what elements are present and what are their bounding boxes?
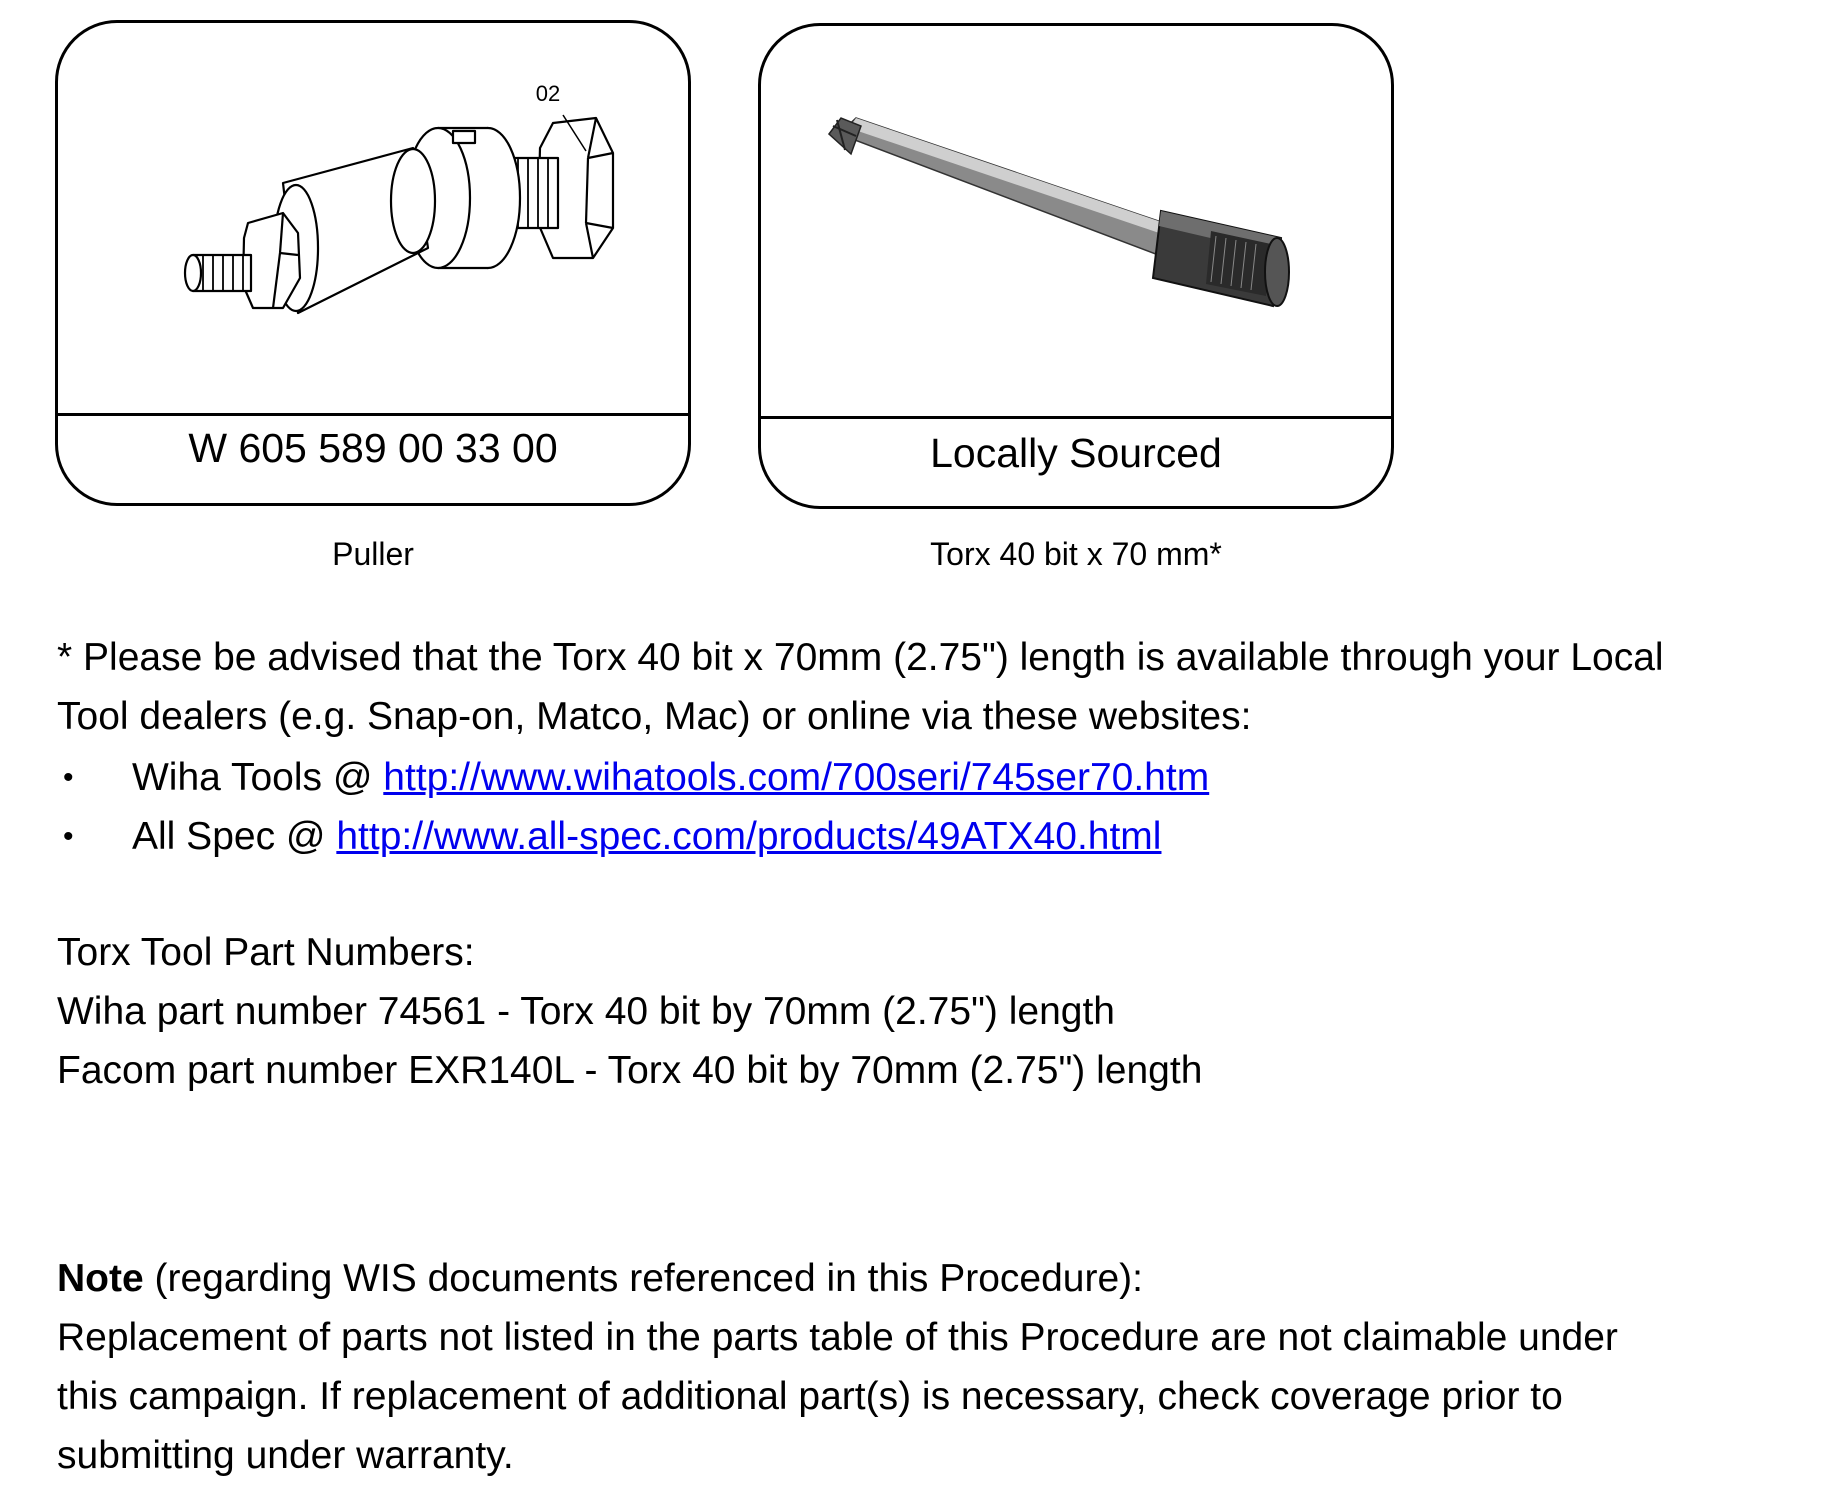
note-line: this campaign. If replacement of additional part(s) is necessary, check coverage prior to: [57, 1375, 1563, 1418]
torx-bit-illustration: [761, 26, 1391, 416]
note-heading: [57, 1249, 1143, 1308]
website-name: Wiha Tools @: [132, 756, 384, 799]
note-line: submitting under warranty.: [57, 1434, 514, 1477]
list-item: [57, 748, 1209, 807]
note-label: Note: [57, 1257, 144, 1300]
note-line: Replacement of parts not listed in the parts table of this Procedure are not claimable under: [57, 1316, 1618, 1359]
part-numbers-heading: Torx Tool Part Numbers:: [57, 931, 475, 974]
tool-caption-puller: Puller: [332, 536, 414, 572]
tool-card-torx-bit: [758, 23, 1394, 509]
puller-illustration: [58, 23, 688, 413]
website-name: All Spec @: [132, 815, 337, 858]
website-list: [57, 748, 1209, 866]
list-item: [57, 807, 1209, 866]
bullet-icon: •: [63, 820, 74, 853]
bullet-icon: •: [63, 761, 74, 794]
tool-card-puller: [55, 20, 691, 506]
tool-part-number: W 605 589 00 33 00: [188, 425, 558, 471]
advisory-line-1: * Please be advised that the Torx 40 bit x 70mm (2.75") length is available through your Local: [57, 636, 1664, 679]
card-divider: [761, 416, 1391, 419]
card-divider: [58, 413, 688, 416]
note-label-suffix: (regarding WIS documents referenced in this Procedure):: [143, 1257, 1143, 1300]
advisory-line-2: Tool dealers (e.g. Snap-on, Matco, Mac) or online via these websites:: [57, 695, 1252, 738]
tool-part-number: Locally Sourced: [930, 430, 1222, 476]
puller-callout: 02: [535, 81, 561, 106]
part-number-line: Facom part number EXR140L - Torx 40 bit by 70mm (2.75") length: [57, 1049, 1203, 1092]
part-number-line: Wiha part number 74561 - Torx 40 bit by 70mm (2.75") length: [57, 990, 1115, 1033]
all-spec-link[interactable]: http://www.all-spec.com/products/49ATX40.html: [336, 815, 1162, 858]
wiha-tools-link[interactable]: http://www.wihatools.com/700seri/745ser70.htm: [383, 756, 1210, 799]
tool-caption-torx-bit: Torx 40 bit x 70 mm*: [930, 536, 1222, 572]
